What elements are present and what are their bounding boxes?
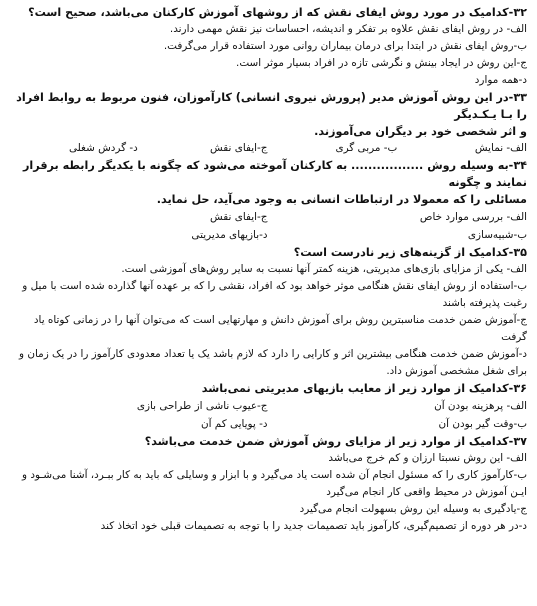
question-34-option-b: ب-شبیه‌سازی (467, 229, 527, 241)
question-32-option-a: الف- در روش ایفای نقش علاوه بر تفکر و اندیشه، احساسات نیز نقش مهمی دارند. (169, 23, 527, 35)
question-34-title-line-2: مسائلی را که معمولا در ارتباطات انسانی به وجود می‌آید، حل نماید. (156, 193, 527, 206)
question-33 (8, 89, 527, 157)
question-34-option-d: د-بازیهای مدیریتی (191, 229, 268, 241)
question-34 (8, 157, 527, 244)
question-33-title-line-2: و اثر شخصی خود بر دیگران می‌آموزند. (314, 125, 527, 138)
question-36-option-a: الف- پرهزینه بودن آن (434, 400, 527, 412)
question-37-option-c: ج-یادگیری به وسیله این روش بسهولت انجام می‌گیرد (299, 503, 527, 515)
question-36-options-row-2 (8, 415, 527, 433)
question-34-options-row-2 (8, 226, 527, 244)
question-35-option-b: ب-استفاده از روش ایفای نقش هنگامی موثر خواهد بود که افراد، نقشی را که بر عهده آنها گذارده شده است با میل و رغبت پذیرفته باشند (22, 280, 527, 309)
question-33-option-b: ب- مربی گری (335, 142, 398, 154)
question-33-option-d: د- گردش شغلی (68, 142, 138, 154)
question-37-option-b: ب-کارآموز کاری را که مسئول انجام آن شده است یاد می‌گیرد و با ابزار و وسایلی که باید به کار ببـرد، آشنا می‌شـود و ایـن آموزش در محیط واقعی کار انجام می‌گیرد (22, 469, 527, 498)
question-35 (8, 244, 527, 380)
question-36-option-b: ب-وقت گیر بودن آن (438, 418, 527, 430)
question-37-title: ۳۷-کدامیک از موارد زیر از مزایای روش آموزش ضمن خدمت می‌باشد؟ (144, 435, 527, 448)
question-33-option-c: ج-ایفای نقش (210, 142, 268, 154)
question-34-option-c: ج-ایفای نقش (210, 211, 268, 223)
question-32-option-c: ج-این روش در ایجاد بینش و نگرشی تازه در افراد بسیار موثر است. (236, 57, 527, 69)
question-37-option-d: د-در هر دوره از تصمیم‌گیری، کارآموز باید تصمیمات جدید را با توجه به تصمیمات قبلی خود اتخاذ کند (100, 520, 527, 532)
question-35-option-c: ج-آموزش ضمن خدمت مناسبترین روش برای آموزش دانش و مهارتهایی است که می‌توان آنها را در زمانی کوتاه یاد گرفت (33, 314, 527, 343)
question-36-option-c: ج-عیوب ناشی از طراحی بازی (136, 400, 268, 412)
question-36-title: ۳۶-کدامیک از موارد زیر از معایب بازیهای مدیریتی نمی‌باشد (201, 382, 527, 395)
question-32-option-b: ب-روش ایفای نقش در ابتدا برای درمان بیماران روانی مورد استفاده قرار می‌گرفت. (163, 40, 527, 52)
question-36-options-row-1 (8, 397, 527, 415)
question-33-options (8, 140, 527, 157)
question-32 (8, 4, 527, 89)
question-37 (8, 433, 527, 535)
question-36-option-d: د- پویایی کم آن (200, 418, 268, 430)
question-36 (8, 380, 527, 433)
question-35-option-a: الف- یکی از مزایای بازی‌های مدیریتی، هزینه کمتر آنها نسبت به سایر روش‌های آموزشی است. (121, 263, 527, 275)
question-34-title-line-1: ۳۴-به وسیله روش ................. به کارکنان آموخته می‌شود که چگونه با یکدیگر رابطه برقرار نمایند و چگونه (22, 159, 527, 189)
question-32-option-d: د-همه موارد (474, 74, 527, 86)
question-33-title-line-1: ۳۳-در این روش آموزش مدیر (پرورش نیروی انسانی) کارآموزان، فنون مربوط به روابط افراد را بـا یـکـدیگر (16, 91, 527, 121)
question-34-option-a: الف- بررسی موارد خاص (419, 211, 527, 223)
question-32-title: ۳۲-کدامیک در مورد روش ایفای نقش که از روشهای آموزش کارکنان می‌باشد، صحیح است؟ (28, 6, 527, 19)
question-34-options-row-1 (8, 208, 527, 226)
question-37-option-a: الف- این روش نسبتا ارزان و کم خرج می‌باشد (328, 452, 527, 464)
question-35-title: ۳۵-کدامیک از گزینه‌های زیر نادرست است؟ (293, 246, 527, 259)
question-33-option-a: الف- نمایش (474, 142, 527, 154)
question-35-option-d: د-آموزش ضمن خدمت هنگامی بیشترین اثر و کارایی را دارد که لازم باشد یک یا تعداد معدودی کارآموز را در یک زمان و برای شغل مشخصی آموزش داد. (19, 348, 527, 377)
